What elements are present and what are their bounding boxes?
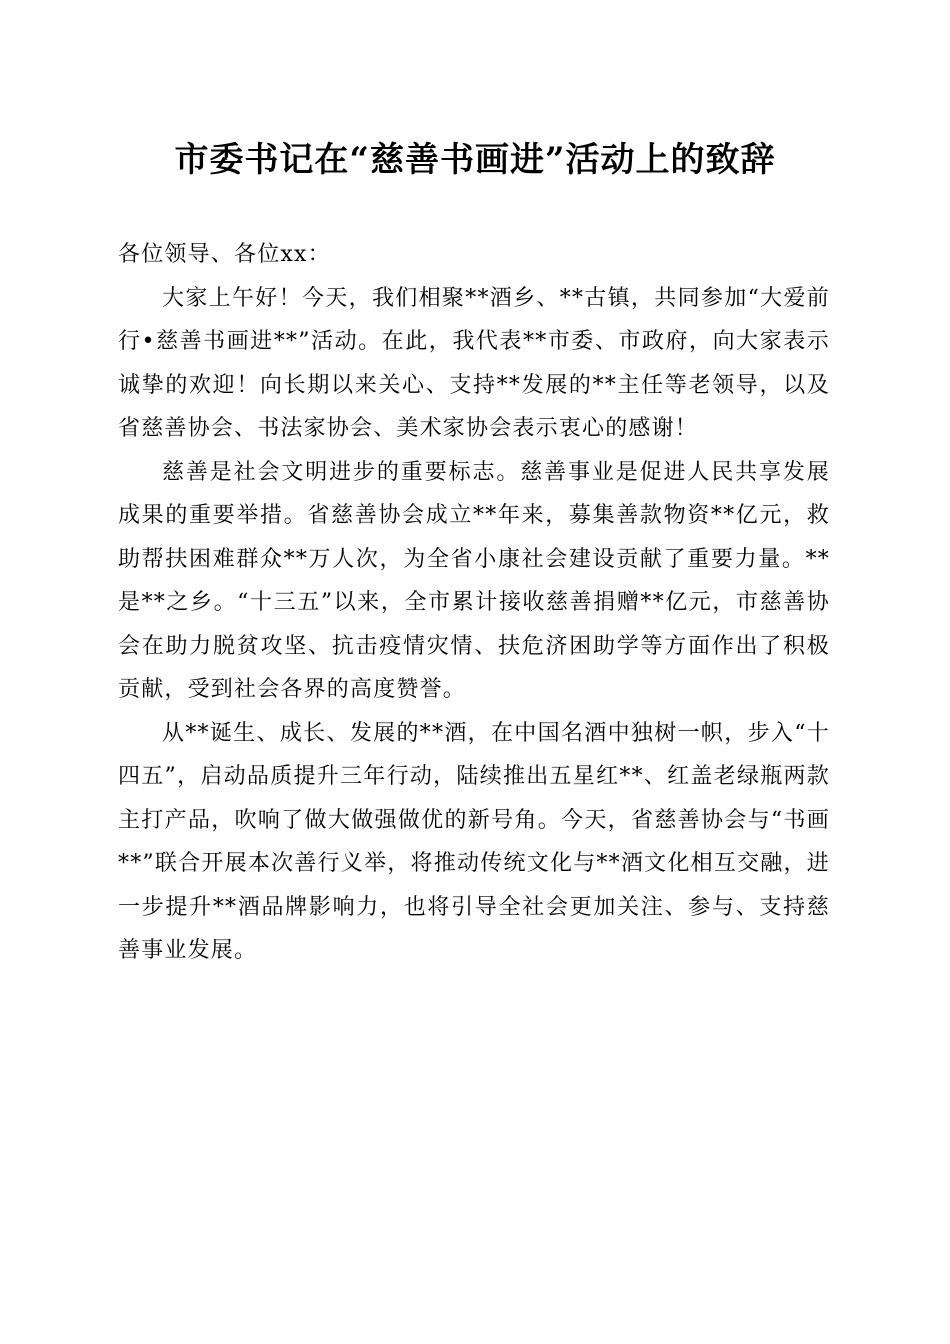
document-body: [118, 233, 830, 973]
paragraph-liquor: 从**诞生、成长、发展的**酒，在中国名酒中独树一帜，步入“十四五”，启动品质提升三年行动，陆续推出五星红**、红盖老绿瓶两款主打产品，吹响了做大做强做优的新号角。今天，省慈善协会与“书画**”联合开展本次善行义举，将推动传统文化与**酒文化相互交融，进一步提升**酒品牌影响力，也将引导全社会更加关注、参与、支持慈善事业发展。: [118, 720, 830, 963]
document-title: 市委书记在“慈善书画进”活动上的致辞: [174, 140, 776, 180]
salutation: 各位领导、各位xx：: [118, 242, 331, 267]
paragraph-charity: 慈善是社会文明进步的重要标志。慈善事业是促进人民共享发展成果的重要举措。省慈善协会成立**年来，募集善款物资**亿元，救助帮扶困难群众**万人次，为全省小康社会建设贡献了重要力量。**是**之乡。“十三五”以来，全市累计接收慈善捐赠**亿元，市慈善协会在助力脱贫攻坚、抗击疫情灾情、扶危济困助学等方面作出了积极贡献，受到社会各界的高度赞誉。: [118, 459, 830, 702]
paragraph-welcome: 大家上午好！今天，我们相聚**酒乡、**古镇，共同参加“大爱前行•慈善书画进**”活动。在此，我代表**市委、市政府，向大家表示诚挚的欢迎！向长期以来关心、支持**发展的**主任等老领导，以及省慈善协会、书法家协会、美术家协会表示衷心的感谢！: [118, 285, 830, 441]
